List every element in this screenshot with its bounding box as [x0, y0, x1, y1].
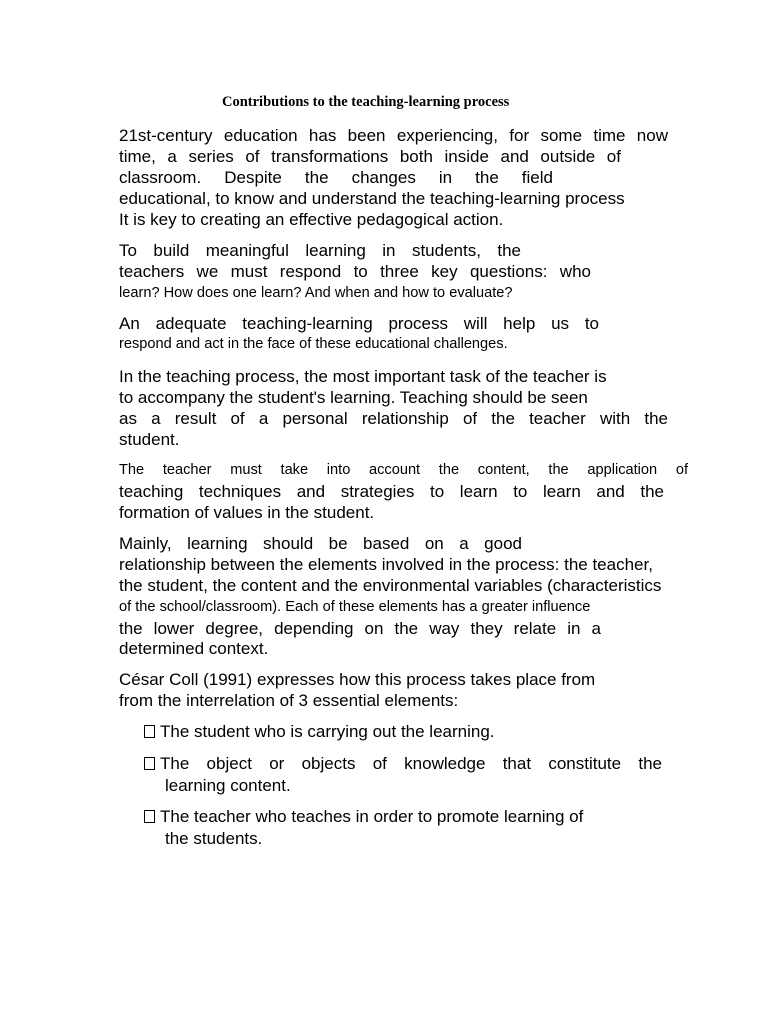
text-line: the lower degree, depending on the way they relate in a	[119, 619, 601, 638]
text-line: In the teaching process, the most important task of the teacher is	[119, 367, 607, 386]
list-item-line	[144, 753, 662, 774]
text-line: teachers we must respond to three key questions: who	[119, 262, 591, 281]
text-line: 21st-century education has been experiencing, for some time now	[119, 126, 668, 145]
text-line: respond and act in the face of these educational challenges.	[119, 336, 508, 352]
text-line: classroom. Despite the changes in the field	[119, 168, 553, 187]
list-item-text: The object or objects of knowledge that constitute the	[160, 754, 662, 773]
text-line: The teacher must take into account the content, the application of	[119, 462, 688, 478]
list-item-line	[144, 721, 495, 742]
text-line: An adequate teaching-learning process will help us to	[119, 314, 599, 333]
text-line: from the interrelation of 3 essential elements:	[119, 691, 459, 710]
text-line: Mainly, learning should be based on a good	[119, 534, 522, 553]
list-item-text: The teacher who teaches in order to promote learning of	[160, 807, 584, 826]
text-line: teaching techniques and strategies to learn to learn and the	[119, 482, 664, 501]
text-line: educational, to know and understand the teaching-learning process	[119, 189, 625, 208]
text-line: It is key to creating an effective pedagogical action.	[119, 210, 504, 229]
text-line: formation of values in the student.	[119, 503, 375, 522]
text-line: relationship between the elements involved in the process: the teacher,	[119, 555, 653, 574]
text-line: determined context.	[119, 639, 269, 658]
text-line: as a result of a personal relationship of the teacher with the	[119, 409, 668, 428]
document-title: Contributions to the teaching-learning process	[222, 94, 510, 110]
list-item-line	[144, 806, 583, 827]
bullet-icon	[144, 810, 155, 823]
text-line: time, a series of transformations both inside and outside of	[119, 147, 621, 166]
text-line: César Coll (1991) expresses how this process takes place from	[119, 670, 596, 689]
text-line: the student, the content and the environmental variables (characteristics	[119, 576, 662, 595]
text-line: learn? How does one learn? And when and how to evaluate?	[119, 285, 513, 301]
bullet-icon	[144, 757, 155, 770]
list-item-text: the students.	[165, 829, 263, 848]
text-line: student.	[119, 430, 180, 449]
bullet-icon	[144, 725, 155, 738]
list-item-text: The student who is carrying out the learning.	[160, 722, 495, 741]
text-line: to accompany the student's learning. Teaching should be seen	[119, 388, 588, 407]
list-item-text: learning content.	[165, 776, 291, 795]
text-line: of the school/classroom). Each of these elements has a greater influence	[119, 599, 591, 615]
text-line: To build meaningful learning in students, the	[119, 241, 521, 260]
